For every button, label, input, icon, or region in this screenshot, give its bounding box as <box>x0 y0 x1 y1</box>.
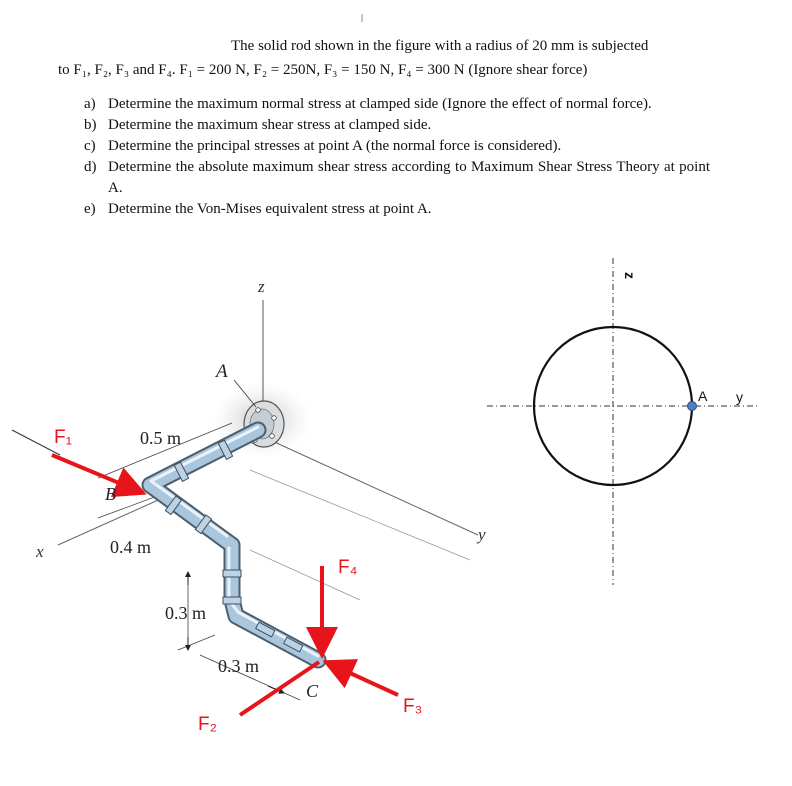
dimension-0-4m-label: 0.4 m <box>110 537 152 557</box>
point-b-label: B <box>105 484 116 504</box>
rod-figure <box>0 240 486 786</box>
question-d <box>84 157 710 199</box>
axis-y-label: y <box>478 525 486 544</box>
top-tick-mark <box>360 14 364 24</box>
section-point-a-label: A <box>698 388 708 404</box>
dimension-0-5m-label: 0.5 m <box>140 428 182 448</box>
axis-z-label: z <box>258 277 265 296</box>
section-y-label: y <box>736 389 743 405</box>
question-letter: e) <box>84 201 96 217</box>
force-f1-arrow <box>52 455 143 493</box>
question-letter: a) <box>84 96 96 112</box>
point-a-label: A <box>216 361 228 382</box>
force-f1-label: F₁ <box>54 427 73 448</box>
question-letter: d) <box>84 159 97 175</box>
dimension-0-3m-vertical-label: 0.3 m <box>165 603 207 623</box>
problem-statement-line-1: The solid rod shown in the figure with a radius of 20 mm is subjected <box>231 38 649 54</box>
force-line-extension <box>12 430 60 455</box>
question-list <box>84 94 710 220</box>
question-text: Determine the absolute maximum shear stress according to Maximum Shear Stress Theory at point A. <box>108 159 710 196</box>
force-f3-arrow <box>326 662 398 695</box>
question-e <box>84 199 710 220</box>
force-f3-label: F₃ <box>403 696 423 717</box>
ground-line <box>250 470 470 560</box>
question-letter: b) <box>84 117 97 133</box>
force-f4-label: F₄ <box>338 557 358 578</box>
force-f2-label: F₂ <box>198 714 217 735</box>
axis-x-label: x <box>36 542 44 561</box>
problem-statement-line-2: to F₁, F₂, F₃ and F₄. F₁ = 200 N, F₂ = 250N, F₃ = 150 N, F₄ = 300 N (Ignore shear force) <box>58 62 588 78</box>
dimension-0-3m-horizontal-label: 0.3 m <box>218 656 260 676</box>
point-a-marker <box>688 402 697 411</box>
dimension-line <box>178 635 215 650</box>
question-text: Determine the maximum normal stress at clamped side (Ignore the effect of normal force). <box>108 96 652 112</box>
question-a <box>84 94 710 115</box>
section-z-label: z <box>622 272 638 279</box>
cross-section-figure <box>480 250 780 590</box>
question-b <box>84 115 710 136</box>
question-text: Determine the maximum shear stress at clamped side. <box>108 117 432 133</box>
question-c <box>84 136 710 157</box>
question-text: Determine the Von-Mises equivalent stress at point A. <box>108 201 432 217</box>
solid-rod <box>150 427 318 660</box>
question-text: Determine the principal stresses at point A (the normal force is considered). <box>108 138 562 154</box>
question-letter: c) <box>84 138 96 154</box>
point-c-label: C <box>306 681 319 701</box>
